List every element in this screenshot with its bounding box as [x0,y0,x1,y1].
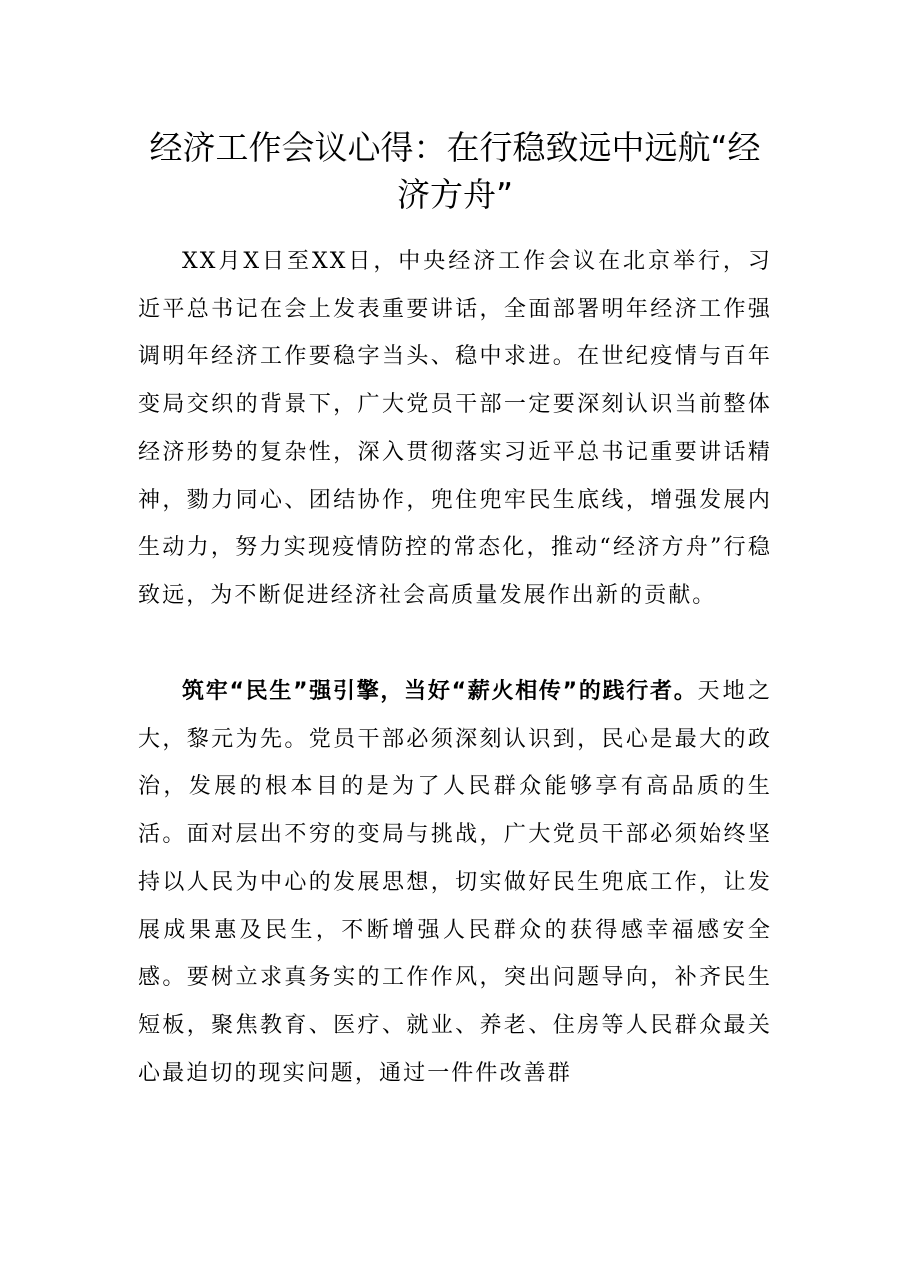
paragraph-livelihood-text: 天地之大，黎元为先。党员干部必须深刻认识到，民心是最大的政治，发展的根本目的是为了人民群众能够享有高品质的生活。面对层出不穷的变局与挑战，广大党员干部必须始终坚持以人民为中心的发展思想，切实做好民生兜底工作，让发展成果惠及民生，不断增强人民群众的获得感幸福感安全感。要树立求真务实的工作作风，突出问题导向，补齐民生短板，聚焦教育、医疗、就业、养老、住房等人民群众最关心最迫切的现实问题，通过一件件改善群 [138,679,772,1086]
paragraph-livelihood [138,668,772,1097]
paragraph-intro [138,238,772,620]
paragraph-intro-text: XX月X日至XX日，中央经济工作会议在北京举行，习近平总书记在会上发表重要讲话，全面部署明年经济工作强调明年经济工作要稳字当头、稳中求进。在世纪疫情与百年变局交织的背景下，广大党员干部一定要深刻认识当前整体经济形势的复杂性，深入贯彻落实习近平总书记重要讲话精神，勠力同心、团结协作，兜住兜牢民生底线，增强发展内生动力，努力实现疫情防控的常态化，推动“经济方舟”行稳致远，为不断促进经济社会高质量发展作出新的贡献。 [138,249,772,608]
document-title: 经济工作会议心得：在行稳致远中远航“经济方舟” [149,128,761,214]
paragraph-livelihood-heading: 筑牢“民生”强引擎，当好“薪火相传”的践行者。 [182,679,698,704]
